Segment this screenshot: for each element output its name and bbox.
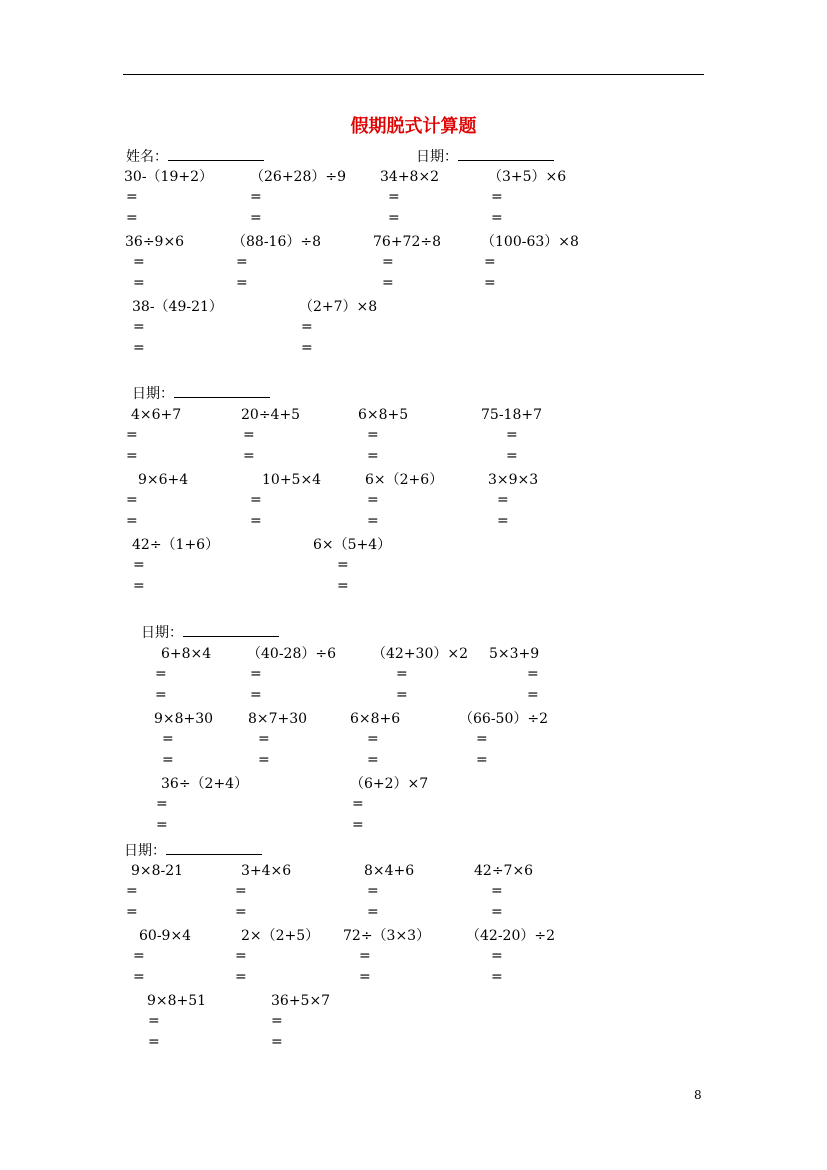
expression: 9×8+30 — [154, 711, 214, 727]
equals-sign: = — [359, 948, 371, 964]
date-label: 日期： — [416, 149, 458, 165]
equals-sign: = — [367, 427, 379, 443]
name-field — [126, 146, 264, 166]
expression: 42÷（1+6） — [132, 537, 220, 553]
expression: 6×8+6 — [350, 711, 401, 727]
equals-sign: = — [491, 189, 503, 205]
expression: 8×7+30 — [248, 711, 308, 727]
expression: 9×8+51 — [147, 993, 207, 1009]
expression: 6+8×4 — [161, 646, 212, 662]
expression: 3×9×3 — [488, 472, 539, 488]
expression: （66-50）÷2 — [459, 711, 548, 727]
expression: （100-63）×8 — [481, 234, 579, 250]
expression: 6×（2+6） — [365, 472, 444, 488]
expression: 38-（49-21） — [132, 299, 223, 315]
section-date-label: 日期： — [132, 386, 174, 402]
equals-sign: = — [133, 557, 145, 573]
expression: 60-9×4 — [139, 928, 192, 944]
equals-sign: = — [162, 752, 174, 768]
equals-sign: = — [126, 448, 138, 464]
date-blank — [458, 146, 554, 161]
expression: （40-28）÷6 — [247, 646, 336, 662]
equals-sign: = — [126, 189, 138, 205]
equals-sign: = — [367, 883, 379, 899]
expression: （3+5）×6 — [488, 169, 567, 185]
equals-sign: = — [236, 254, 248, 270]
expression: 36÷9×6 — [125, 234, 185, 250]
section-date-blank — [174, 383, 270, 398]
equals-sign: = — [133, 254, 145, 270]
equals-sign: = — [236, 275, 248, 291]
equals-sign: = — [491, 948, 503, 964]
equals-sign: = — [133, 969, 145, 985]
equals-sign: = — [250, 492, 262, 508]
equals-sign: = — [126, 210, 138, 226]
equals-sign: = — [497, 513, 509, 529]
equals-sign: = — [367, 513, 379, 529]
equals-sign: = — [235, 969, 247, 985]
equals-sign: = — [133, 319, 145, 335]
equals-sign: = — [126, 492, 138, 508]
equals-sign: = — [258, 752, 270, 768]
equals-sign: = — [156, 796, 168, 812]
expression: （88-16）÷8 — [232, 234, 321, 250]
equals-sign: = — [133, 340, 145, 356]
equals-sign: = — [148, 1034, 160, 1050]
equals-sign: = — [126, 427, 138, 443]
equals-sign: = — [527, 666, 539, 682]
equals-sign: = — [396, 666, 408, 682]
equals-sign: = — [162, 731, 174, 747]
equals-sign: = — [484, 275, 496, 291]
equals-sign: = — [133, 275, 145, 291]
name-label: 姓名： — [126, 149, 168, 165]
equals-sign: = — [367, 904, 379, 920]
equals-sign: = — [155, 666, 167, 682]
equals-sign: = — [271, 1013, 283, 1029]
equals-sign: = — [352, 817, 364, 833]
page-number: 8 — [694, 1088, 702, 1102]
name-blank — [168, 146, 264, 161]
equals-sign: = — [367, 731, 379, 747]
expression: 6×（5+4） — [313, 537, 392, 553]
section-date-label: 日期： — [141, 625, 183, 641]
equals-sign: = — [235, 904, 247, 920]
equals-sign: = — [301, 319, 313, 335]
header-rule — [123, 74, 704, 75]
equals-sign: = — [126, 513, 138, 529]
equals-sign: = — [352, 796, 364, 812]
expression: 3+4×6 — [241, 863, 292, 879]
equals-sign: = — [497, 492, 509, 508]
expression: 8×4+6 — [364, 863, 415, 879]
equals-sign: = — [337, 557, 349, 573]
equals-sign: = — [271, 1034, 283, 1050]
expression: 5×3+9 — [489, 646, 540, 662]
equals-sign: = — [126, 904, 138, 920]
expression: 30-（19+2） — [124, 169, 213, 185]
equals-sign: = — [156, 817, 168, 833]
expression: 9×8-21 — [131, 863, 184, 879]
equals-sign: = — [301, 340, 313, 356]
expression: 42÷7×6 — [474, 863, 534, 879]
equals-sign: = — [250, 687, 262, 703]
equals-sign: = — [133, 578, 145, 594]
expression: 4×6+7 — [131, 407, 182, 423]
equals-sign: = — [476, 731, 488, 747]
equals-sign: = — [235, 883, 247, 899]
equals-sign: = — [243, 448, 255, 464]
equals-sign: = — [506, 448, 518, 464]
equals-sign: = — [359, 969, 371, 985]
expression: （6+2）×7 — [350, 776, 429, 792]
section-date-field — [124, 840, 262, 860]
equals-sign: = — [155, 687, 167, 703]
expression: （26+28）÷9 — [250, 169, 346, 185]
equals-sign: = — [235, 948, 247, 964]
equals-sign: = — [476, 752, 488, 768]
equals-sign: = — [250, 189, 262, 205]
expression: 36÷（2+4） — [161, 776, 249, 792]
expression: 20÷4+5 — [241, 407, 301, 423]
equals-sign: = — [367, 448, 379, 464]
equals-sign: = — [243, 427, 255, 443]
equals-sign: = — [250, 513, 262, 529]
expression: 72÷（3×3） — [343, 928, 431, 944]
expression: 76+72÷8 — [373, 234, 441, 250]
equals-sign: = — [388, 210, 400, 226]
equals-sign: = — [133, 948, 145, 964]
equals-sign: = — [367, 752, 379, 768]
expression: 2×（2+5） — [241, 928, 320, 944]
expression: （42+30）×2 — [372, 646, 468, 662]
section-date-field — [141, 622, 279, 642]
expression: 36+5×7 — [271, 993, 331, 1009]
expression: 9×6+4 — [138, 472, 189, 488]
page-title: 假期脱式计算题 — [350, 116, 477, 137]
equals-sign: = — [250, 210, 262, 226]
equals-sign: = — [491, 883, 503, 899]
section-date-blank — [183, 622, 279, 637]
section-date-field — [132, 383, 270, 403]
equals-sign: = — [491, 210, 503, 226]
equals-sign: = — [337, 578, 349, 594]
section-date-label: 日期： — [124, 843, 166, 859]
equals-sign: = — [527, 687, 539, 703]
equals-sign: = — [388, 189, 400, 205]
expression: 6×8+5 — [358, 407, 409, 423]
equals-sign: = — [126, 883, 138, 899]
section-date-blank — [166, 840, 262, 855]
equals-sign: = — [396, 687, 408, 703]
equals-sign: = — [491, 969, 503, 985]
date-field — [416, 146, 554, 166]
equals-sign: = — [148, 1013, 160, 1029]
expression: 34+8×2 — [380, 169, 440, 185]
expression: （42-20）÷2 — [466, 928, 555, 944]
expression: （2+7）×8 — [299, 299, 378, 315]
equals-sign: = — [491, 904, 503, 920]
equals-sign: = — [382, 254, 394, 270]
equals-sign: = — [506, 427, 518, 443]
equals-sign: = — [367, 492, 379, 508]
equals-sign: = — [250, 666, 262, 682]
expression: 10+5×4 — [262, 472, 322, 488]
equals-sign: = — [258, 731, 270, 747]
expression: 75-18+7 — [481, 407, 542, 423]
equals-sign: = — [382, 275, 394, 291]
equals-sign: = — [484, 254, 496, 270]
